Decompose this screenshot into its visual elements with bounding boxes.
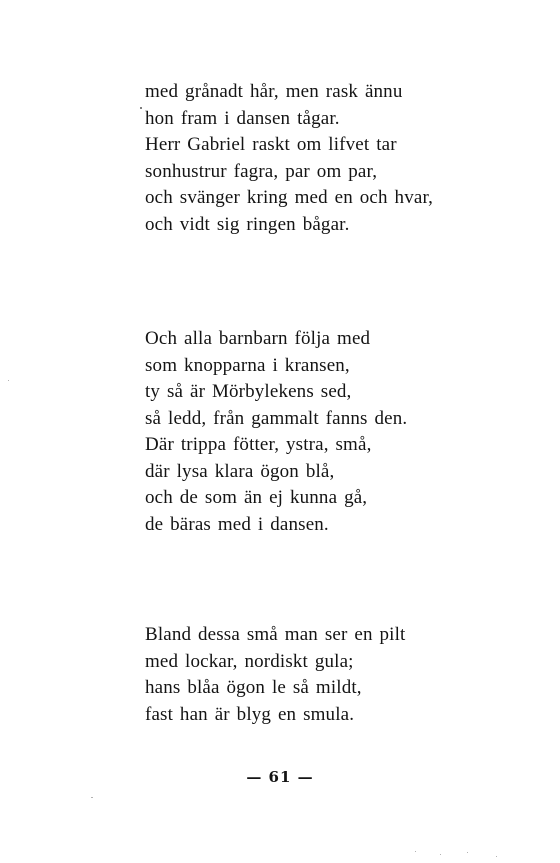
- ink-speck: [496, 856, 497, 857]
- poem-line: fast han är blyg en smula.: [145, 703, 355, 725]
- poem-line: Bland dessa små man ser en pilt: [145, 624, 406, 645]
- poem-line: Där trippa fötter, ystra, små,: [145, 434, 372, 455]
- poem-line: Och alla barnbarn följa med: [145, 328, 371, 349]
- poem-line: de bäras med i dansen.: [145, 513, 329, 535]
- poem-line: där lysa klara ögon blå,: [145, 460, 335, 482]
- ink-speck: [91, 797, 93, 798]
- poem-line: hon fram i dansen tågar.: [145, 107, 340, 129]
- poem-line: sonhustrur fagra, par om par,: [145, 160, 378, 182]
- poem-line: med lockar, nordiskt gula;: [145, 650, 354, 672]
- poem-line: så ledd, från gammalt fanns den.: [145, 407, 408, 429]
- stanza: [145, 622, 405, 728]
- stanza: [145, 79, 433, 238]
- poem-line: ty så är Mörbylekens sed,: [145, 381, 352, 402]
- ink-speck: [440, 854, 441, 855]
- ink-speck: [415, 851, 416, 852]
- ink-speck: [140, 107, 142, 109]
- poem-line: Herr Gabriel raskt om lifvet tar: [145, 134, 397, 155]
- poem-line: hans blåa ögon le så mildt,: [145, 677, 362, 698]
- poem-line: och vidt sig ringen bågar.: [145, 213, 350, 235]
- poem-line: och de som än ej kunna gå,: [145, 487, 368, 508]
- poem-line: och svänger kring med en och hvar,: [145, 187, 434, 208]
- ink-speck: [8, 380, 9, 381]
- stanza: [145, 326, 407, 538]
- ink-speck: [467, 852, 468, 853]
- poem-line: som knopparna i kransen,: [145, 354, 350, 376]
- page-number: — 61 —: [246, 768, 314, 786]
- poem-line: med grånadt hår, men rask ännu: [145, 81, 403, 102]
